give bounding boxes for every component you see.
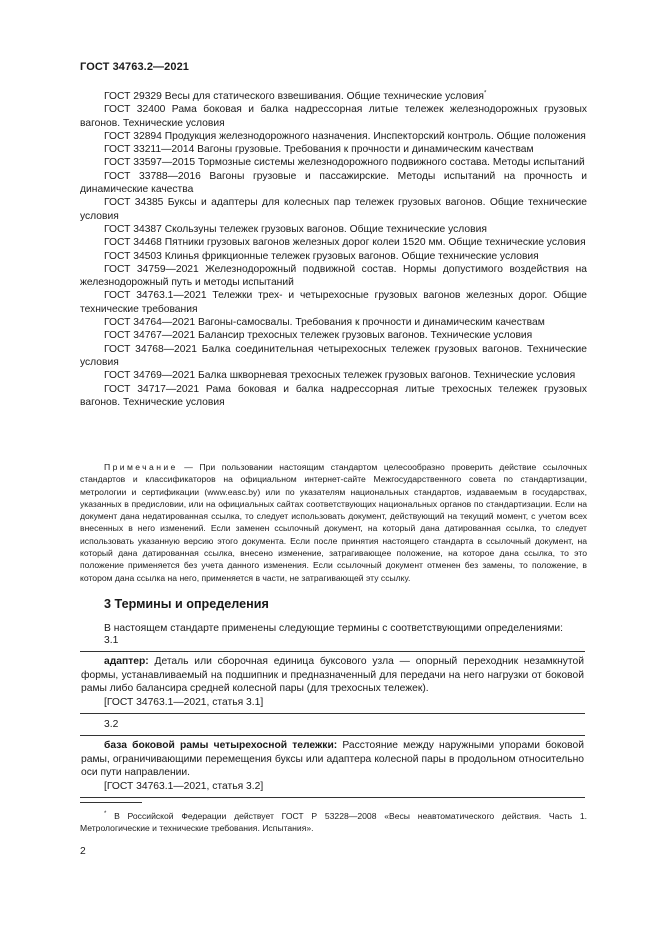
term-box [80, 735, 585, 798]
footnote [80, 808, 587, 834]
term-definition: Расстояние между наружными упорами боковой рамы, ограничивающими перемещения буксы или адаптера колесной пары в продольном относительно оси пути направлении. [81, 740, 584, 779]
reference-item: ГОСТ 32894 Продукция железнодорожного назначения. Инспекторский контроль. Общие положения [104, 130, 586, 142]
term-source: [ГОСТ 34763.1—2021, статья 3.2] [104, 780, 264, 792]
footnote-divider [80, 802, 142, 803]
note-label: Примечание [104, 462, 178, 472]
reference-item: ГОСТ 34503 Клинья фрикционные тележек грузовых вагонов. Общие технические условия [104, 250, 539, 262]
reference-item: ГОСТ 34387 Скользуны тележек грузовых вагонов. Общие технические условия [104, 223, 487, 235]
reference-item: ГОСТ 33597—2015 Тормозные системы железнодорожного подвижного состава. Методы испытаний [104, 157, 585, 169]
footnote-text: В Российской Федерации действует ГОСТ Р 53228—2008 «Весы неавтоматического действия. Часть 1. Метрологические и технические требования. Испытания». [80, 810, 587, 834]
reference-item: ГОСТ 34468 Пятники грузовых вагонов железных дорог колеи 1520 мм. Общие технические условия [104, 237, 586, 249]
term-name: адаптер: [104, 656, 149, 667]
reference-item: ГОСТ 34759—2021 Железнодорожный подвижной состав. Нормы допустимого воздействия на железнодорожный путь и методы испытаний [80, 263, 587, 289]
reference-item: ГОСТ 34385 Буксы и адаптеры для колесных пар тележек грузовых вагонов. Общие технические условия [80, 197, 587, 222]
reference-item: ГОСТ 34767—2021 Балансир трехосных тележек грузовых вагонов. Технические условия [104, 330, 533, 342]
section-intro: В настоящем стандарте применены следующие термины с соответствующими определениями: [104, 623, 564, 634]
reference-item: ГОСТ 34717—2021 Рама боковая и балка надрессорная литые трехосных тележек грузовых вагонов. Технические условия [80, 383, 587, 408]
term-definition: Деталь или сборочная единица буксового узла — опорный переходник незамкнутой формы, устанавливаемый на подшипник и предназначенный для передачи на него нагрузки от боковой рамы либо балансира средней колесной пары (для трехосных тележек). [81, 656, 584, 695]
reference-list [80, 90, 587, 409]
term-number: 3.2 [104, 719, 119, 730]
term-name: база боковой рамы четырехосной тележки: [104, 740, 338, 751]
section-title: 3 Термины и определения [104, 597, 269, 611]
footnote-marker: * [483, 90, 487, 97]
reference-item: ГОСТ 34763.1—2021 Тележки трех- и четырехосные грузовых вагонов железных дорог. Общие технические требования [80, 290, 587, 315]
note-text: — При пользовании настоящим стандартом целесообразно проверить действие ссылочных стандартов и классификаторов на официальном интернет-сайте Межгосударственного совета по стандартизации, метрологии и сертификации (www.easc.by) или по указателям национальных стандартов, издаваемым в государствах, указанных в предисловии, или на официальных сайтах соответствующих национальных органов по стандартизации. Если на документ дана недатированная ссылка, то следует использовать документ, действующий на текущий момент, с учетом всех внесенных в него изменений. Если заменен ссылочный документ, на который дана датированная ссылка, то следует использовать указанную версию этого документа. Если после принятия настоящего стандарта в ссылочный документ, на который дана датированная ссылка, внесено изменение, затрагивающее положение, на которое дана ссылка, то это положение применяется без учета данного изменения. Если ссылочный документ отменен без замены, то положение, в котором дана ссылка на него, применяется в части, не затрагивающей эту ссылку. [80, 462, 587, 583]
page-header: ГОСТ 34763.2—2021 [80, 61, 190, 73]
term-number: 3.1 [104, 635, 119, 646]
reference-item: ГОСТ 34769—2021 Балка шкворневая трехосных тележек грузовых вагонов. Технические условия [104, 370, 576, 382]
page-number: 2 [80, 846, 86, 857]
reference-item: ГОСТ 34764—2021 Вагоны-самосвалы. Требования к прочности и динамическим качествам [104, 317, 545, 329]
term-box [80, 651, 585, 714]
reference-item: ГОСТ 33211—2014 Вагоны грузовые. Требования к прочности и динамическим качествам [104, 144, 534, 156]
reference-item: ГОСТ 34768—2021 Балка соединительная четырехосных тележек грузовых вагонов. Технические условия [80, 343, 587, 368]
reference-item: ГОСТ 33788—2016 Вагоны грузовые и пассажирские. Методы испытаний на прочность и динамические качества [80, 170, 587, 196]
reference-item: ГОСТ 32400 Рама боковая и балка надрессорная литые тележек железнодорожных грузовых вагонов. Технические условия [80, 104, 587, 129]
footnote-marker: * [104, 811, 107, 817]
note-block [80, 461, 587, 584]
term-source: [ГОСТ 34763.1—2021, статья 3.1] [104, 696, 264, 708]
reference-item: ГОСТ 29329 Весы для статического взвешивания. Общие технические условия* [104, 90, 487, 102]
